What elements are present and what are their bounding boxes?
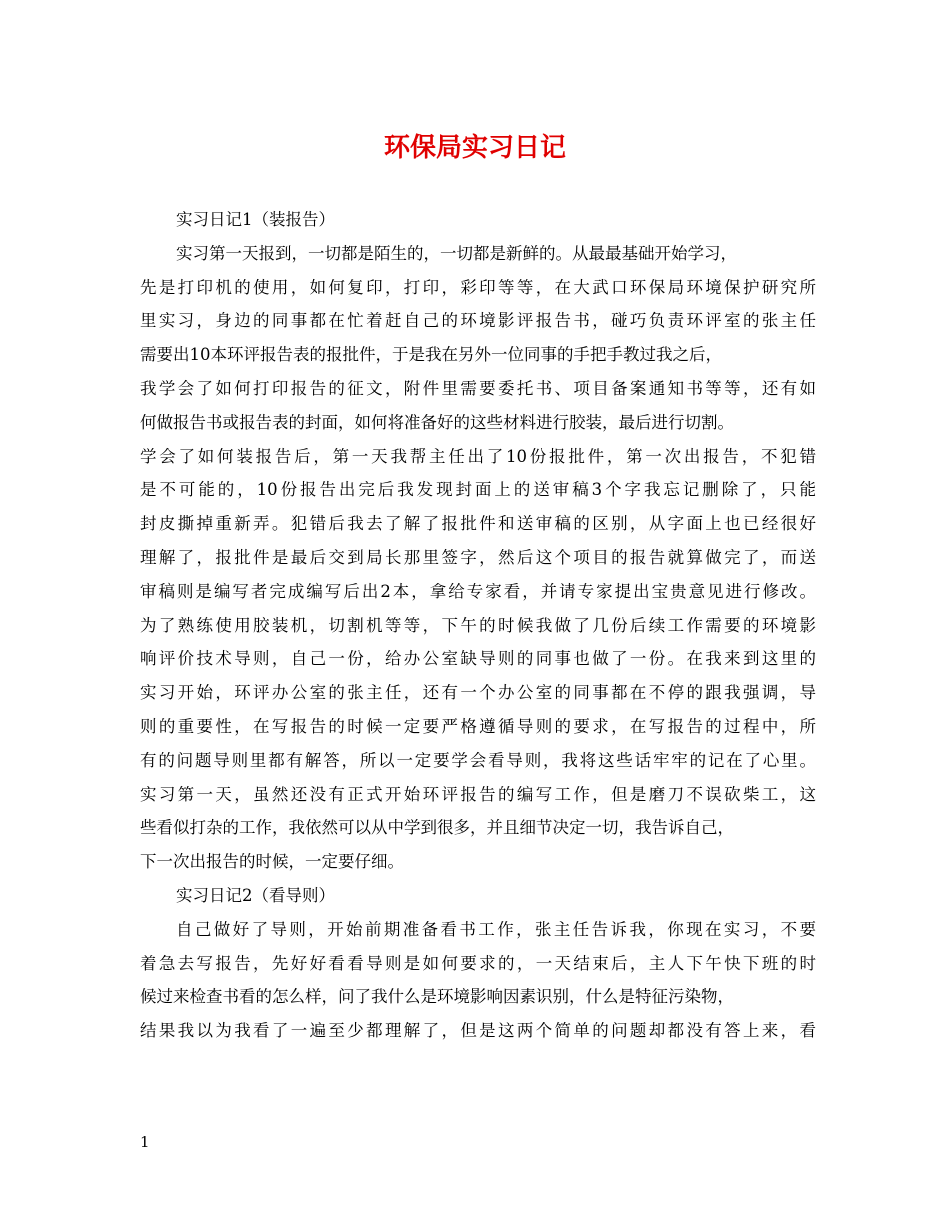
document-title: 环保局实习日记 [383,133,566,163]
text-line: 结果我以为我看了一遍至少都理解了，但是这两个简单的问题却都没有答上来，看 [140,1021,816,1041]
text-line: 实习日记1（装报告） [176,210,335,229]
text-line: 实习第一天，虽然还没有正式开始环评报告的编写工作，但是磨刀不误砍柴工，这 [140,784,816,804]
text-line: 下一次出报告的时候，一定要仔细。 [140,852,404,872]
text-line: 需要出10本环评报告表的报批件，于是我在另外一位同事的手把手教过我之后， [140,345,722,365]
document-body [140,203,816,1048]
text-line: 封皮撕掉重新弄。犯错后我去了解了报批件和送审稿的区别，从字面上也已经很好 [140,514,816,534]
text-line: 实习日记2（看导则） [176,885,335,905]
text-line: 学会了如何装报告后，第一天我帮主任出了10份报批件，第一次出报告，不犯错 [140,446,816,466]
text-line: 实习开始，环评办公室的张主任，还有一个办公室的同事都在不停的跟我强调，导 [140,683,816,703]
text-line: 我学会了如何打印报告的征文，附件里需要委托书、项目备案通知书等等，还有如 [140,378,816,398]
text-line: 审稿则是编写者完成编写后出2本，拿给专家看，并请专家提出宝贵意见进行修改。 [140,581,816,601]
text-line: 实习第一天报到，一切都是陌生的，一切都是新鲜的。从最最基础开始学习， [176,243,737,263]
text-line: 是不可能的，10份报告出完后我发现封面上的送审稿3个字我忘记删除了，只能 [140,480,816,500]
text-line: 候过来检查书看的怎么样，问了我什么是环境影响因素识别，什么是特征污染物， [140,987,734,1007]
text-line: 里实习，身边的同事都在忙着赶自己的环境影评报告书，碰巧负责环评室的张主任 [140,311,816,331]
text-line: 响评价技术导则，自己一份，给办公室缺导则的同事也做了一份。在我来到这里的 [140,649,816,669]
page-number: 1 [140,1133,150,1151]
text-line: 自己做好了导则，开始前期准备看书工作，张主任告诉我，你现在实习，不要 [176,919,816,939]
text-line: 先是打印机的使用，如何复印，打印，彩印等等，在大武口环保局环境保护研究所 [140,277,816,297]
text-line: 着急去写报告，先好好看看导则是如何要求的，一天结束后，主人下午快下班的时 [140,953,816,973]
text-line: 何做报告书或报告表的封面，如何将准备好的这些材料进行胶装，最后进行切割。 [140,412,734,432]
text-line: 则的重要性，在写报告的时候一定要严格遵循导则的要求，在写报告的过程中，所 [140,716,816,736]
text-line: 理解了，报批件是最后交到局长那里签字，然后这个项目的报告就算做完了，而送 [140,547,816,567]
text-line: 为了熟练使用胶装机，切割机等等，下午的时候我做了几份后续工作需要的环境影 [140,615,816,635]
text-line: 些看似打杂的工作，我依然可以从中学到很多，并且细节决定一切，我告诉自己， [140,818,734,838]
text-line: 有的问题导则里都有解答，所以一定要学会看导则，我将这些话牢牢的记在了心里。 [140,750,816,770]
